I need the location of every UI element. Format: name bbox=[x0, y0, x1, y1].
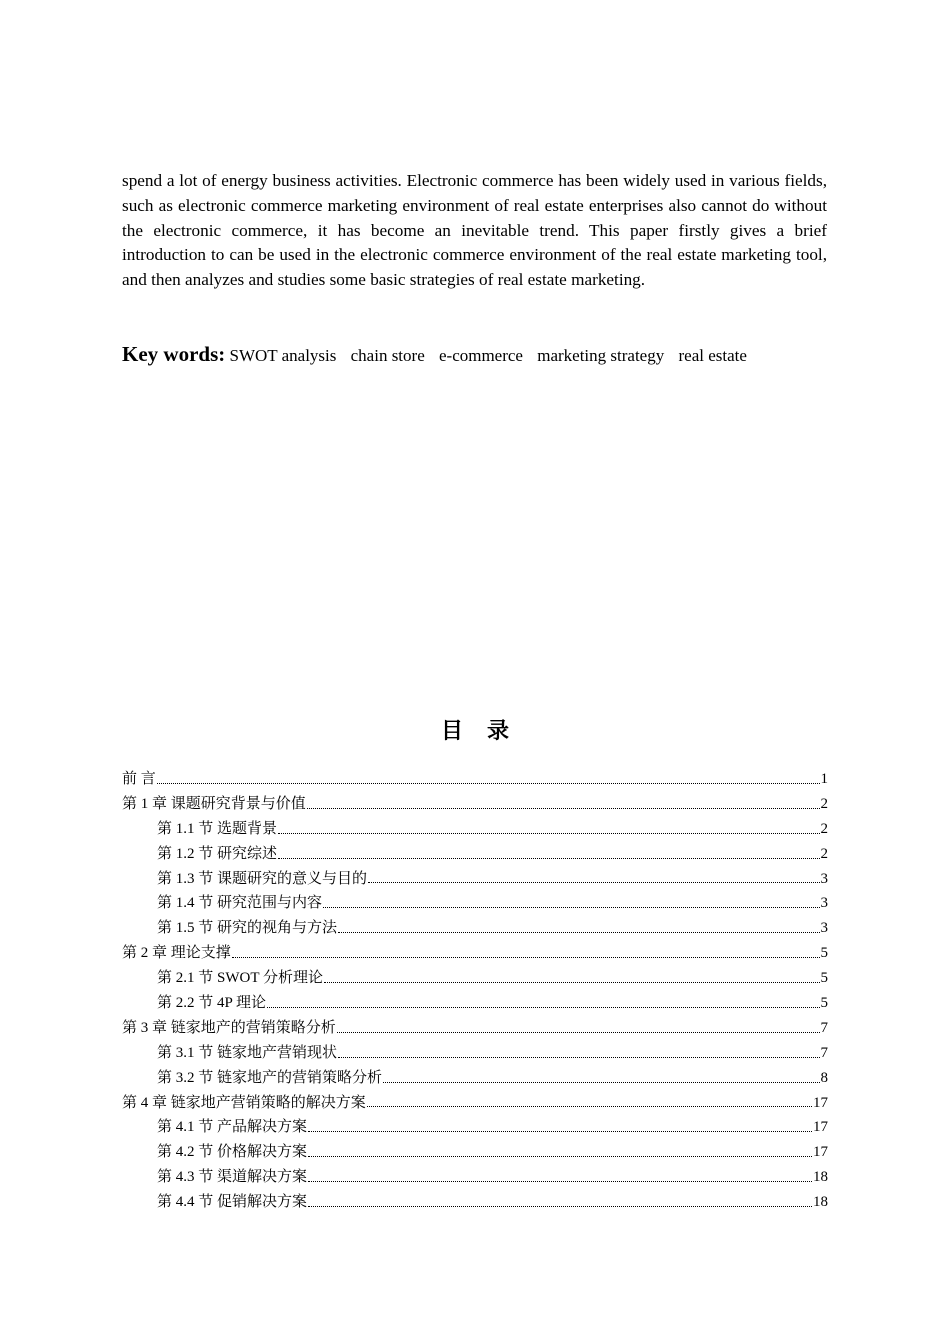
toc-leader-dots bbox=[367, 1106, 812, 1107]
toc-entry-page: 2 bbox=[820, 820, 828, 837]
toc-entry-title: 第 1.3 节 课题研究的意义与目的 bbox=[157, 870, 368, 887]
toc-leader-dots bbox=[278, 833, 819, 834]
toc-entry-page: 5 bbox=[820, 945, 828, 962]
toc-entry-title: 第 2 章 理论支撑 bbox=[122, 945, 231, 962]
toc-entry-page: 7 bbox=[820, 1019, 828, 1036]
keyword-item: e-commerce bbox=[438, 346, 523, 365]
toc-leader-dots bbox=[232, 957, 820, 958]
toc-entry[interactable] bbox=[122, 1091, 828, 1116]
keyword-item: marketing strategy bbox=[537, 346, 665, 365]
toc-title: 目录 bbox=[440, 719, 533, 744]
toc-leader-dots bbox=[383, 1082, 819, 1083]
toc-entry-title: 第 1 章 课题研究背景与价值 bbox=[122, 795, 306, 812]
toc-entry[interactable] bbox=[122, 891, 828, 916]
toc-entry-page: 2 bbox=[820, 845, 828, 862]
toc-entry-title: 第 4.3 节 渠道解决方案 bbox=[157, 1169, 308, 1186]
toc-entry-page: 18 bbox=[813, 1194, 828, 1211]
keywords-label: Key words: bbox=[122, 342, 226, 366]
toc-entry-page: 8 bbox=[820, 1069, 828, 1086]
toc-entry[interactable] bbox=[122, 916, 828, 941]
toc-entry-title: 第 3 章 链家地产的营销策略分析 bbox=[122, 1019, 336, 1036]
toc-entry-title: 第 1.2 节 研究综述 bbox=[157, 845, 278, 862]
toc-entry[interactable] bbox=[122, 966, 828, 991]
toc-leader-dots bbox=[308, 1206, 812, 1207]
toc-entry[interactable] bbox=[122, 792, 828, 817]
toc-entry-page: 5 bbox=[820, 995, 828, 1012]
toc-entry-title: 第 4.2 节 价格解决方案 bbox=[157, 1144, 308, 1161]
toc-entry-page: 7 bbox=[820, 1044, 828, 1061]
toc-leader-dots bbox=[324, 982, 820, 983]
toc-entry-page: 3 bbox=[820, 870, 828, 887]
toc-entry-title: 前 言 bbox=[122, 771, 156, 787]
table-of-contents bbox=[122, 767, 828, 1215]
toc-entry-page: 17 bbox=[813, 1119, 828, 1136]
toc-entry[interactable] bbox=[122, 1066, 828, 1091]
toc-entry-title: 第 2.1 节 SWOT 分析理论 bbox=[157, 970, 323, 987]
toc-entry-page: 18 bbox=[813, 1169, 828, 1186]
abstract-paragraph bbox=[122, 169, 827, 293]
toc-entry-page: 3 bbox=[820, 920, 828, 937]
toc-entry-page: 17 bbox=[813, 1094, 828, 1111]
toc-entry-title: 第 3.2 节 链家地产的营销策略分析 bbox=[157, 1069, 383, 1086]
toc-entry-title: 第 1.1 节 选题背景 bbox=[157, 820, 278, 837]
toc-entry-title: 第 4.1 节 产品解决方案 bbox=[157, 1119, 308, 1136]
keyword-item: SWOT analysis bbox=[229, 346, 337, 365]
abstract-text: spend a lot of energy business activities. Electronic commerce has been widely used in various fields, such as electronic commerce marketing environment of real estate enterprises also cannot do without the electronic commerce, it has become an inevitable trend. This paper firstly gives a brief introduction to can be used in the electronic commerce environment of the real estate marketing tool, and then analyzes and studies some basic strategies of real estate marketing. bbox=[122, 171, 827, 290]
toc-entry[interactable] bbox=[122, 1165, 828, 1190]
toc-entry[interactable] bbox=[122, 867, 828, 892]
toc-leader-dots bbox=[308, 1181, 812, 1182]
toc-entry[interactable] bbox=[122, 991, 828, 1016]
toc-entry-title: 第 4.4 节 促销解决方案 bbox=[157, 1194, 308, 1211]
toc-leader-dots bbox=[278, 858, 819, 859]
toc-entry[interactable] bbox=[122, 1140, 828, 1165]
toc-leader-dots bbox=[308, 1156, 812, 1157]
toc-entry-title: 第 1.5 节 研究的视角与方法 bbox=[157, 920, 338, 937]
keywords-line bbox=[122, 342, 842, 367]
toc-entry-title: 第 2.2 节 4P 理论 bbox=[157, 995, 267, 1012]
keyword-item: real estate bbox=[678, 346, 747, 365]
toc-entry[interactable] bbox=[122, 941, 828, 966]
toc-entry[interactable] bbox=[122, 1115, 828, 1140]
toc-entry-page: 2 bbox=[820, 795, 828, 812]
toc-entry-title: 第 4 章 链家地产营销策略的解决方案 bbox=[122, 1094, 366, 1111]
toc-entry-title: 第 1.4 节 研究范围与内容 bbox=[157, 895, 323, 912]
toc-entry-title: 第 3.1 节 链家地产营销现状 bbox=[157, 1044, 338, 1061]
toc-leader-dots bbox=[308, 1131, 812, 1132]
keyword-item: chain store bbox=[350, 346, 425, 365]
toc-leader-dots bbox=[338, 1057, 819, 1058]
toc-entry-page: 17 bbox=[813, 1144, 828, 1161]
toc-leader-dots bbox=[368, 882, 819, 883]
toc-entry[interactable] bbox=[122, 1190, 828, 1215]
toc-leader-dots bbox=[337, 1032, 820, 1033]
toc-leader-dots bbox=[307, 808, 820, 809]
toc-entry-page: 5 bbox=[820, 970, 828, 987]
toc-leader-dots bbox=[338, 932, 819, 933]
toc-entry-page: 1 bbox=[820, 771, 828, 787]
toc-leader-dots bbox=[323, 907, 819, 908]
toc-entry[interactable] bbox=[122, 767, 828, 792]
toc-leader-dots bbox=[157, 783, 820, 784]
toc-leader-dots bbox=[267, 1007, 819, 1008]
toc-entry[interactable] bbox=[122, 842, 828, 867]
toc-entry[interactable] bbox=[122, 817, 828, 842]
toc-entry[interactable] bbox=[122, 1041, 828, 1066]
toc-entry[interactable] bbox=[122, 1016, 828, 1041]
toc-entry-page: 3 bbox=[820, 895, 828, 912]
